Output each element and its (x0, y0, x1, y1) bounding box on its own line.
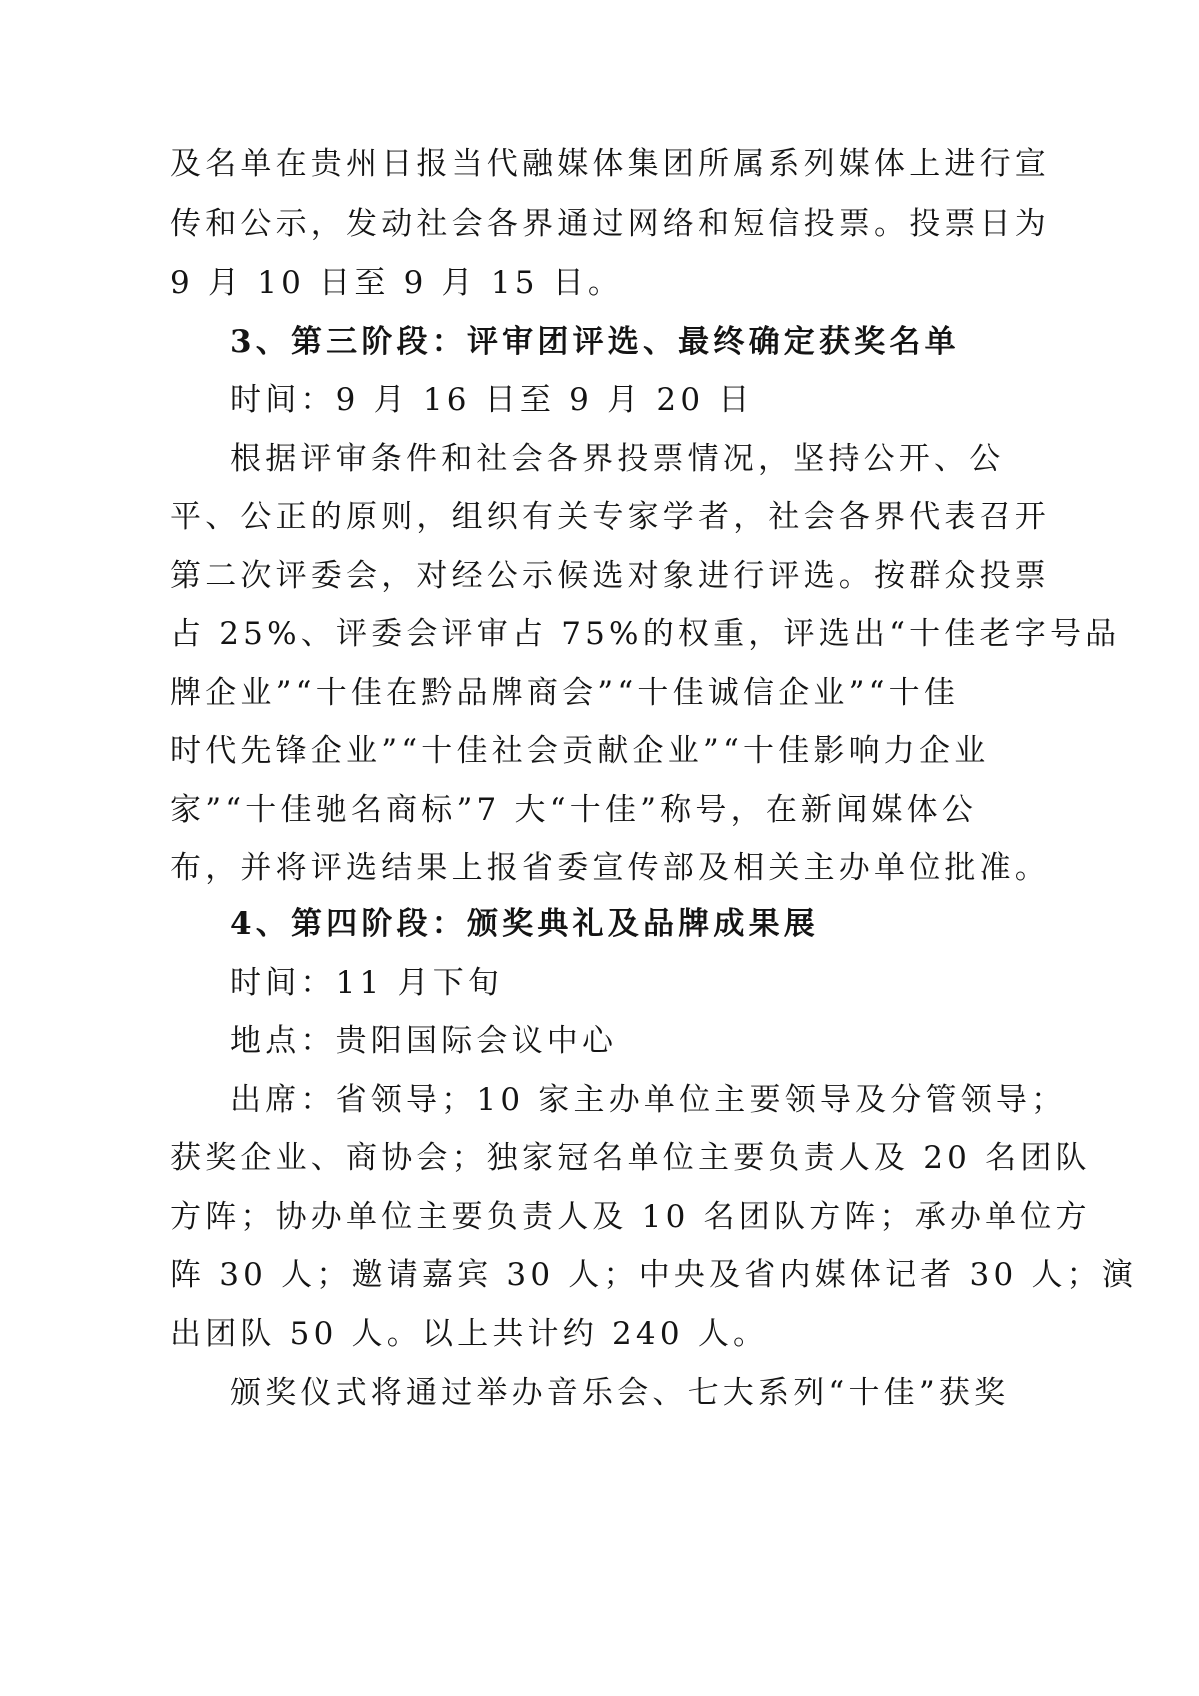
body-text-line: 出席：省领导；10 家主办单位主要领导及分管领导； (230, 1082, 1067, 1118)
body-text-line: 平、公正的原则，组织有关专家学者，社会各界代表召开 (170, 499, 1050, 535)
body-text-line: 时间：11 月下旬 (230, 965, 504, 1001)
body-text-line: 时间：9 月 16 日至 9 月 20 日 (230, 382, 754, 418)
body-text-line: 地点：贵阳国际会议中心 (230, 1023, 618, 1059)
body-text-line: 第二次评委会，对经公示候选对象进行评选。按群众投票 (170, 558, 1050, 594)
section-heading-stage-4: 4、第四阶段：颁奖典礼及品牌成果展 (230, 906, 819, 942)
body-text-line: 家”“十佳驰名商标”7 大“十佳”称号，在新闻媒体公 (170, 792, 978, 828)
body-text-line: 占 25%、评委会评审占 75%的权重，评选出“十佳老字号品 (170, 616, 1121, 652)
body-text-line: 阵 30 人；邀请嘉宾 30 人；中央及省内媒体记者 30 人；演 (170, 1257, 1138, 1293)
body-text-line: 根据评审条件和社会各界投票情况，坚持公开、公 (230, 441, 1005, 477)
body-text-line: 布，并将评选结果上报省委宣传部及相关主办单位批准。 (170, 850, 1050, 886)
body-text-line: 9 月 10 日至 9 月 15 日。 (170, 265, 624, 301)
section-heading-stage-3: 3、第三阶段：评审团评选、最终确定获奖名单 (230, 324, 960, 360)
body-text-line: 传和公示，发动社会各界通过网络和短信投票。投票日为 (170, 206, 1050, 242)
body-text-line: 牌企业”“十佳在黔品牌商会”“十佳诚信企业”“十佳 (170, 675, 960, 711)
body-text-line: 方阵；协办单位主要负责人及 10 名团队方阵；承办单位方 (170, 1199, 1091, 1235)
body-text-line: 及名单在贵州日报当代融媒体集团所属系列媒体上进行宣 (170, 146, 1050, 182)
body-text-line: 时代先锋企业”“十佳社会贡献企业”“十佳影响力企业 (170, 733, 990, 769)
body-text-line: 出团队 50 人。以上共计约 240 人。 (170, 1316, 769, 1352)
body-text-line: 颁奖仪式将通过举办音乐会、七大系列“十佳”获奖 (230, 1375, 1010, 1411)
body-text-line: 获奖企业、商协会；独家冠名单位主要负责人及 20 名团队 (170, 1140, 1091, 1176)
